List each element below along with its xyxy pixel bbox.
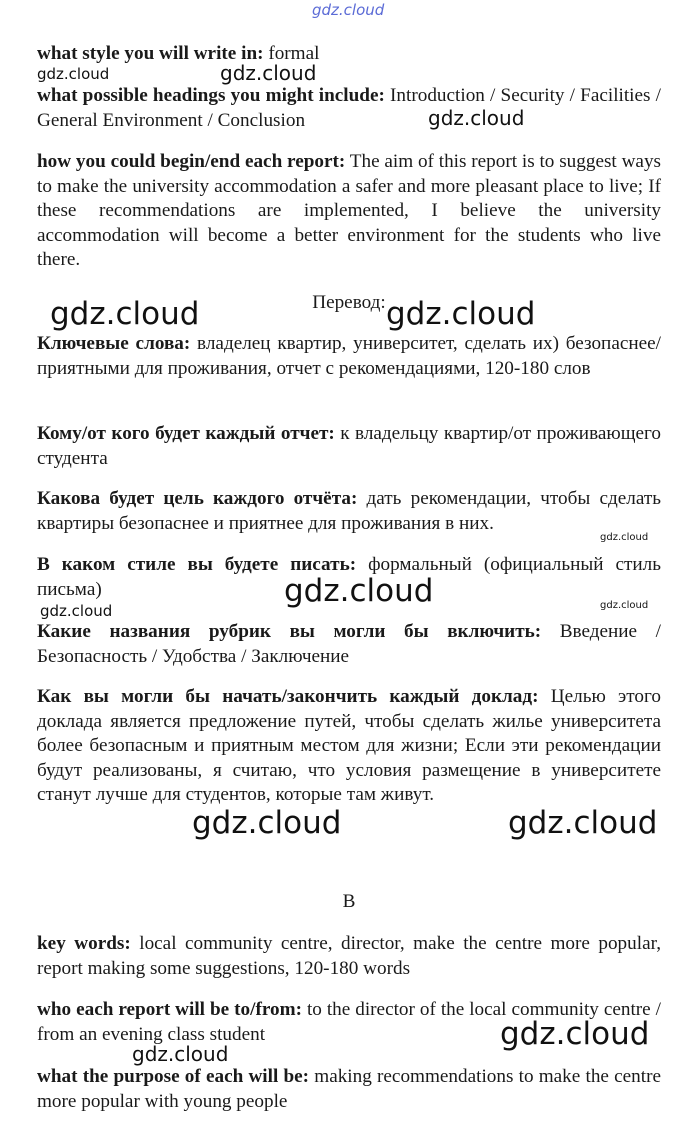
b-keywords-paragraph <box>37 932 661 981</box>
ru-headings-label: Какие названия рубрик вы могли бы включить: <box>37 621 542 642</box>
ru-keywords-label: Ключевые слова: <box>37 333 191 354</box>
translation-title: Перевод: <box>312 292 386 313</box>
headings-paragraph <box>37 84 661 133</box>
ru-purpose-label: Какова будет цель каждого отчёта: <box>37 488 358 509</box>
watermark-tiny: gdz.cloud <box>600 532 649 543</box>
watermark-large: gdz.cloud <box>284 573 434 609</box>
ru-keywords-paragraph <box>37 332 661 381</box>
watermark-large: gdz.cloud <box>192 805 342 841</box>
style-label: what style you will write in: <box>37 43 264 64</box>
watermark-large: gdz.cloud <box>386 296 536 332</box>
ru-style-text: формальный (официальный стиль письма) <box>37 554 662 600</box>
ru-to-from-paragraph <box>37 422 661 471</box>
ru-begin-end-text: Целью этого доклада является предложение путей, чтобы сделать жилье университета более безопасным и приятным местом для жизни; Если эти рекомендации будут реализованы, я считаю, что условия размещение в университете станут лучше для студентов, которые там живут. <box>37 686 661 805</box>
section-b-title: B <box>342 891 356 912</box>
watermark-small: gdz.cloud <box>37 65 110 83</box>
watermark-medium: gdz.cloud <box>132 1042 229 1066</box>
style-text: formal <box>263 43 320 64</box>
ru-begin-end-paragraph <box>37 685 661 808</box>
watermark-medium: gdz.cloud <box>428 106 525 130</box>
watermark-medium: gdz.cloud <box>220 61 317 85</box>
b-purpose-label: what the purpose of each will be: <box>37 1066 310 1087</box>
ru-to-from-text: к владельцу квартир/от проживающего студента <box>37 423 661 469</box>
watermark-large: gdz.cloud <box>500 1016 650 1052</box>
watermark-large: gdz.cloud <box>50 296 200 332</box>
headings-label: what possible headings you might include: <box>37 85 385 106</box>
begin-end-paragraph <box>37 150 661 273</box>
ru-to-from-label: Кому/от кого будет каждый отчет: <box>37 423 335 444</box>
begin-end-text: The aim of this report is to suggest ways to make the university accommodation a safer and more pleasant place to live; If these recommendations are implemented, I believe the university accommodation will become a better environment for the students who live there. <box>37 151 662 270</box>
watermark-large: gdz.cloud <box>508 805 658 841</box>
watermark-top: gdz.cloud <box>312 1 385 19</box>
ru-purpose-paragraph <box>37 487 661 536</box>
watermark-small: gdz.cloud <box>40 602 113 620</box>
ru-headings-paragraph <box>37 620 661 669</box>
b-to-from-label: who each report will be to/from: <box>37 999 302 1020</box>
ru-keywords-text: владелец квартир, университет, сделать их) безопаснее/ приятными для проживания, отчет с рекомендациями, 120-180 слов <box>37 333 661 379</box>
style-paragraph <box>37 42 661 67</box>
b-purpose-paragraph <box>37 1065 661 1114</box>
ru-purpose-text: дать рекомендации, чтобы сделать квартиры безопаснее и приятнее для проживания в них. <box>37 488 661 534</box>
ru-headings-text: Введение / Безопасность / Удобства / Заключение <box>37 621 661 667</box>
begin-end-label: how you could begin/end each report: <box>37 151 346 172</box>
b-keywords-text: local community centre, director, make the centre more popular, report making some suggestions, 120-180 words <box>37 933 662 979</box>
ru-begin-end-label: Как вы могли бы начать/закончить каждый доклад: <box>37 686 539 707</box>
b-keywords-label: key words: <box>37 933 131 954</box>
headings-text: Introduction / Security / Facilities / General Environment / Conclusion <box>37 85 662 131</box>
ru-style-label: В каком стиле вы будете писать: <box>37 554 357 575</box>
b-to-from-text: to the director of the local community centre / from an evening class student <box>37 999 661 1045</box>
b-purpose-text: making recommendations to make the centre more popular with young people <box>37 1066 661 1112</box>
watermark-tiny: gdz.cloud <box>600 600 649 611</box>
